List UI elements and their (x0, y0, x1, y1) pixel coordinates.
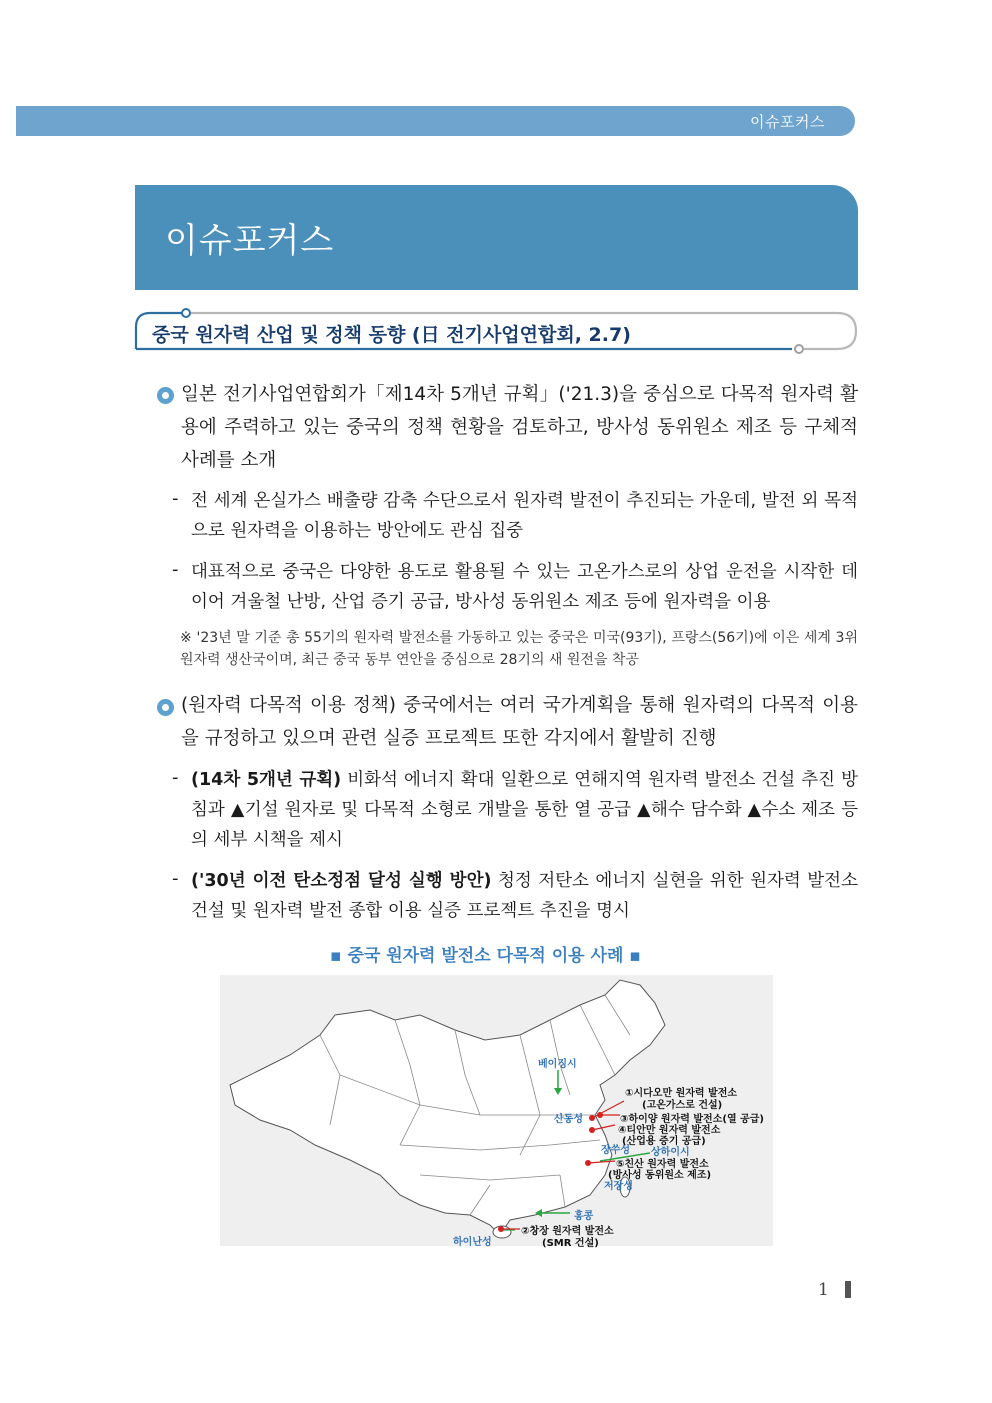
figure-caption: ▪ 중국 원자력 발전소 다목적 이용 사례 ▪ (330, 946, 641, 966)
paragraph-main-1: 일본 전기사업연합회가「제14차 5개년 규획」('21.3)을 중심으로 다목적 원자력 활용에 주력하고 있는 중국의 정책 현황을 검토하고, 방사성 동위원소 제조 등 구체적 사례를 소개 (181, 384, 858, 471)
bullet-icon (157, 387, 174, 404)
paragraph-sub-2: 대표적으로 중국은 다양한 용도로 활용될 수 있는 고온가스로의 상업 운전을 시작한 데 이어 겨울철 난방, 산업 증기 공급, 방사성 동위원소 제조 등에 원자력을 이용 (191, 562, 858, 612)
article-heading: 중국 원자력 산업 및 정책 동향 (日 전기사업연합회, 2.7) (152, 324, 631, 346)
label-plant-3: ③하이양 원자력 발전소(열 공급) (620, 1114, 764, 1125)
china-outline (230, 980, 665, 1235)
section-title-block (135, 185, 858, 290)
label-hongkong: 홍콩 (574, 1211, 594, 1222)
sub-3-text: 비화석 에너지 확대 일환으로 연해지역 원자력 발전소 건설 추진 방침과 ▲기설 원자로 및 다목적 소형로 개발을 통한 열 공급 ▲해수 담수화 ▲수소 제조 등의 세부 시책을 제시 (191, 770, 858, 850)
note-paragraph: ※ '23년 말 기준 총 55기의 원자력 발전소를 가동하고 있는 중국은 미국(93기), 프랑스(56기)에 이은 세계 3위 원자력 생산국이며, 최근 중국 동부 연안을 중심으로 28기의 새 원전을 착공 (180, 630, 858, 668)
sub-4-text: 청정 저탄소 에너지 실현을 위한 원자력 발전소 건설 및 원자력 발전 종합 이용 실증 프로젝트 추진을 명시 (191, 871, 858, 921)
dash-marker: - (172, 488, 179, 509)
paragraph-main-2: (원자력 다목적 이용 정책) 중국에서는 여러 국가계획을 통해 원자력의 다목적 이용을 규정하고 있으며 관련 실증 프로젝트 또한 각지에서 활발히 진행 (181, 695, 858, 749)
label-plant-1: ①시다오만 원자력 발전소 (625, 1088, 738, 1099)
paragraph-sub-4 (191, 866, 858, 926)
label-zhejiang: 저장성 (604, 1181, 633, 1192)
page-number: 1 (818, 1280, 829, 1300)
bullet-icon (157, 699, 174, 716)
china-map (220, 975, 773, 1249)
sub-4-bold: ('30년 이전 탄소정점 달성 실행 방안) (191, 871, 492, 891)
dash-marker: - (172, 559, 179, 580)
plant-marker-5 (585, 1160, 591, 1166)
plant-marker-3 (597, 1112, 603, 1118)
label-plant-5: ⑤친산 원자력 발전소 (616, 1159, 709, 1170)
label-plant-1-note: (고온가스로 건설) (642, 1100, 723, 1111)
paragraph-sub-1: 전 세계 온실가스 배출량 감축 수단으로서 원자력 발전이 추진되는 가운데, 발전 외 목적으로 원자력을 이용하는 방안에도 관심 집중 (191, 491, 858, 541)
plant-marker-2 (498, 1226, 504, 1232)
label-plant-2-note: (SMR 건설) (542, 1238, 599, 1249)
label-jiangsu: 장쑤성 (601, 1145, 630, 1156)
header-band (16, 106, 855, 136)
label-hainan: 하이난성 (453, 1237, 492, 1248)
dash-marker: - (172, 868, 179, 889)
label-beijing: 베이징시 (538, 1059, 577, 1070)
label-shanghai: 상하이시 (651, 1147, 690, 1158)
label-plant-5-note: (방사성 동위원소 제조) (608, 1170, 712, 1181)
label-shandong: 산동성 (554, 1114, 583, 1125)
section-title: 이슈포커스 (165, 221, 335, 261)
header-band-label: 이슈포커스 (750, 113, 825, 131)
sub-3-bold: (14차 5개년 규획) (191, 770, 342, 790)
label-plant-4: ④티안만 원자력 발전소 (618, 1125, 721, 1136)
label-plant-2: ②창장 원자력 발전소 (521, 1226, 614, 1237)
paragraph-sub-3 (191, 765, 858, 855)
dash-marker: - (172, 767, 179, 788)
plant-marker-4 (589, 1127, 595, 1133)
plant-marker-1 (589, 1115, 595, 1121)
page-number-bar (845, 1281, 851, 1298)
label-plant-4-note: (산업용 증기 공급) (622, 1136, 706, 1147)
